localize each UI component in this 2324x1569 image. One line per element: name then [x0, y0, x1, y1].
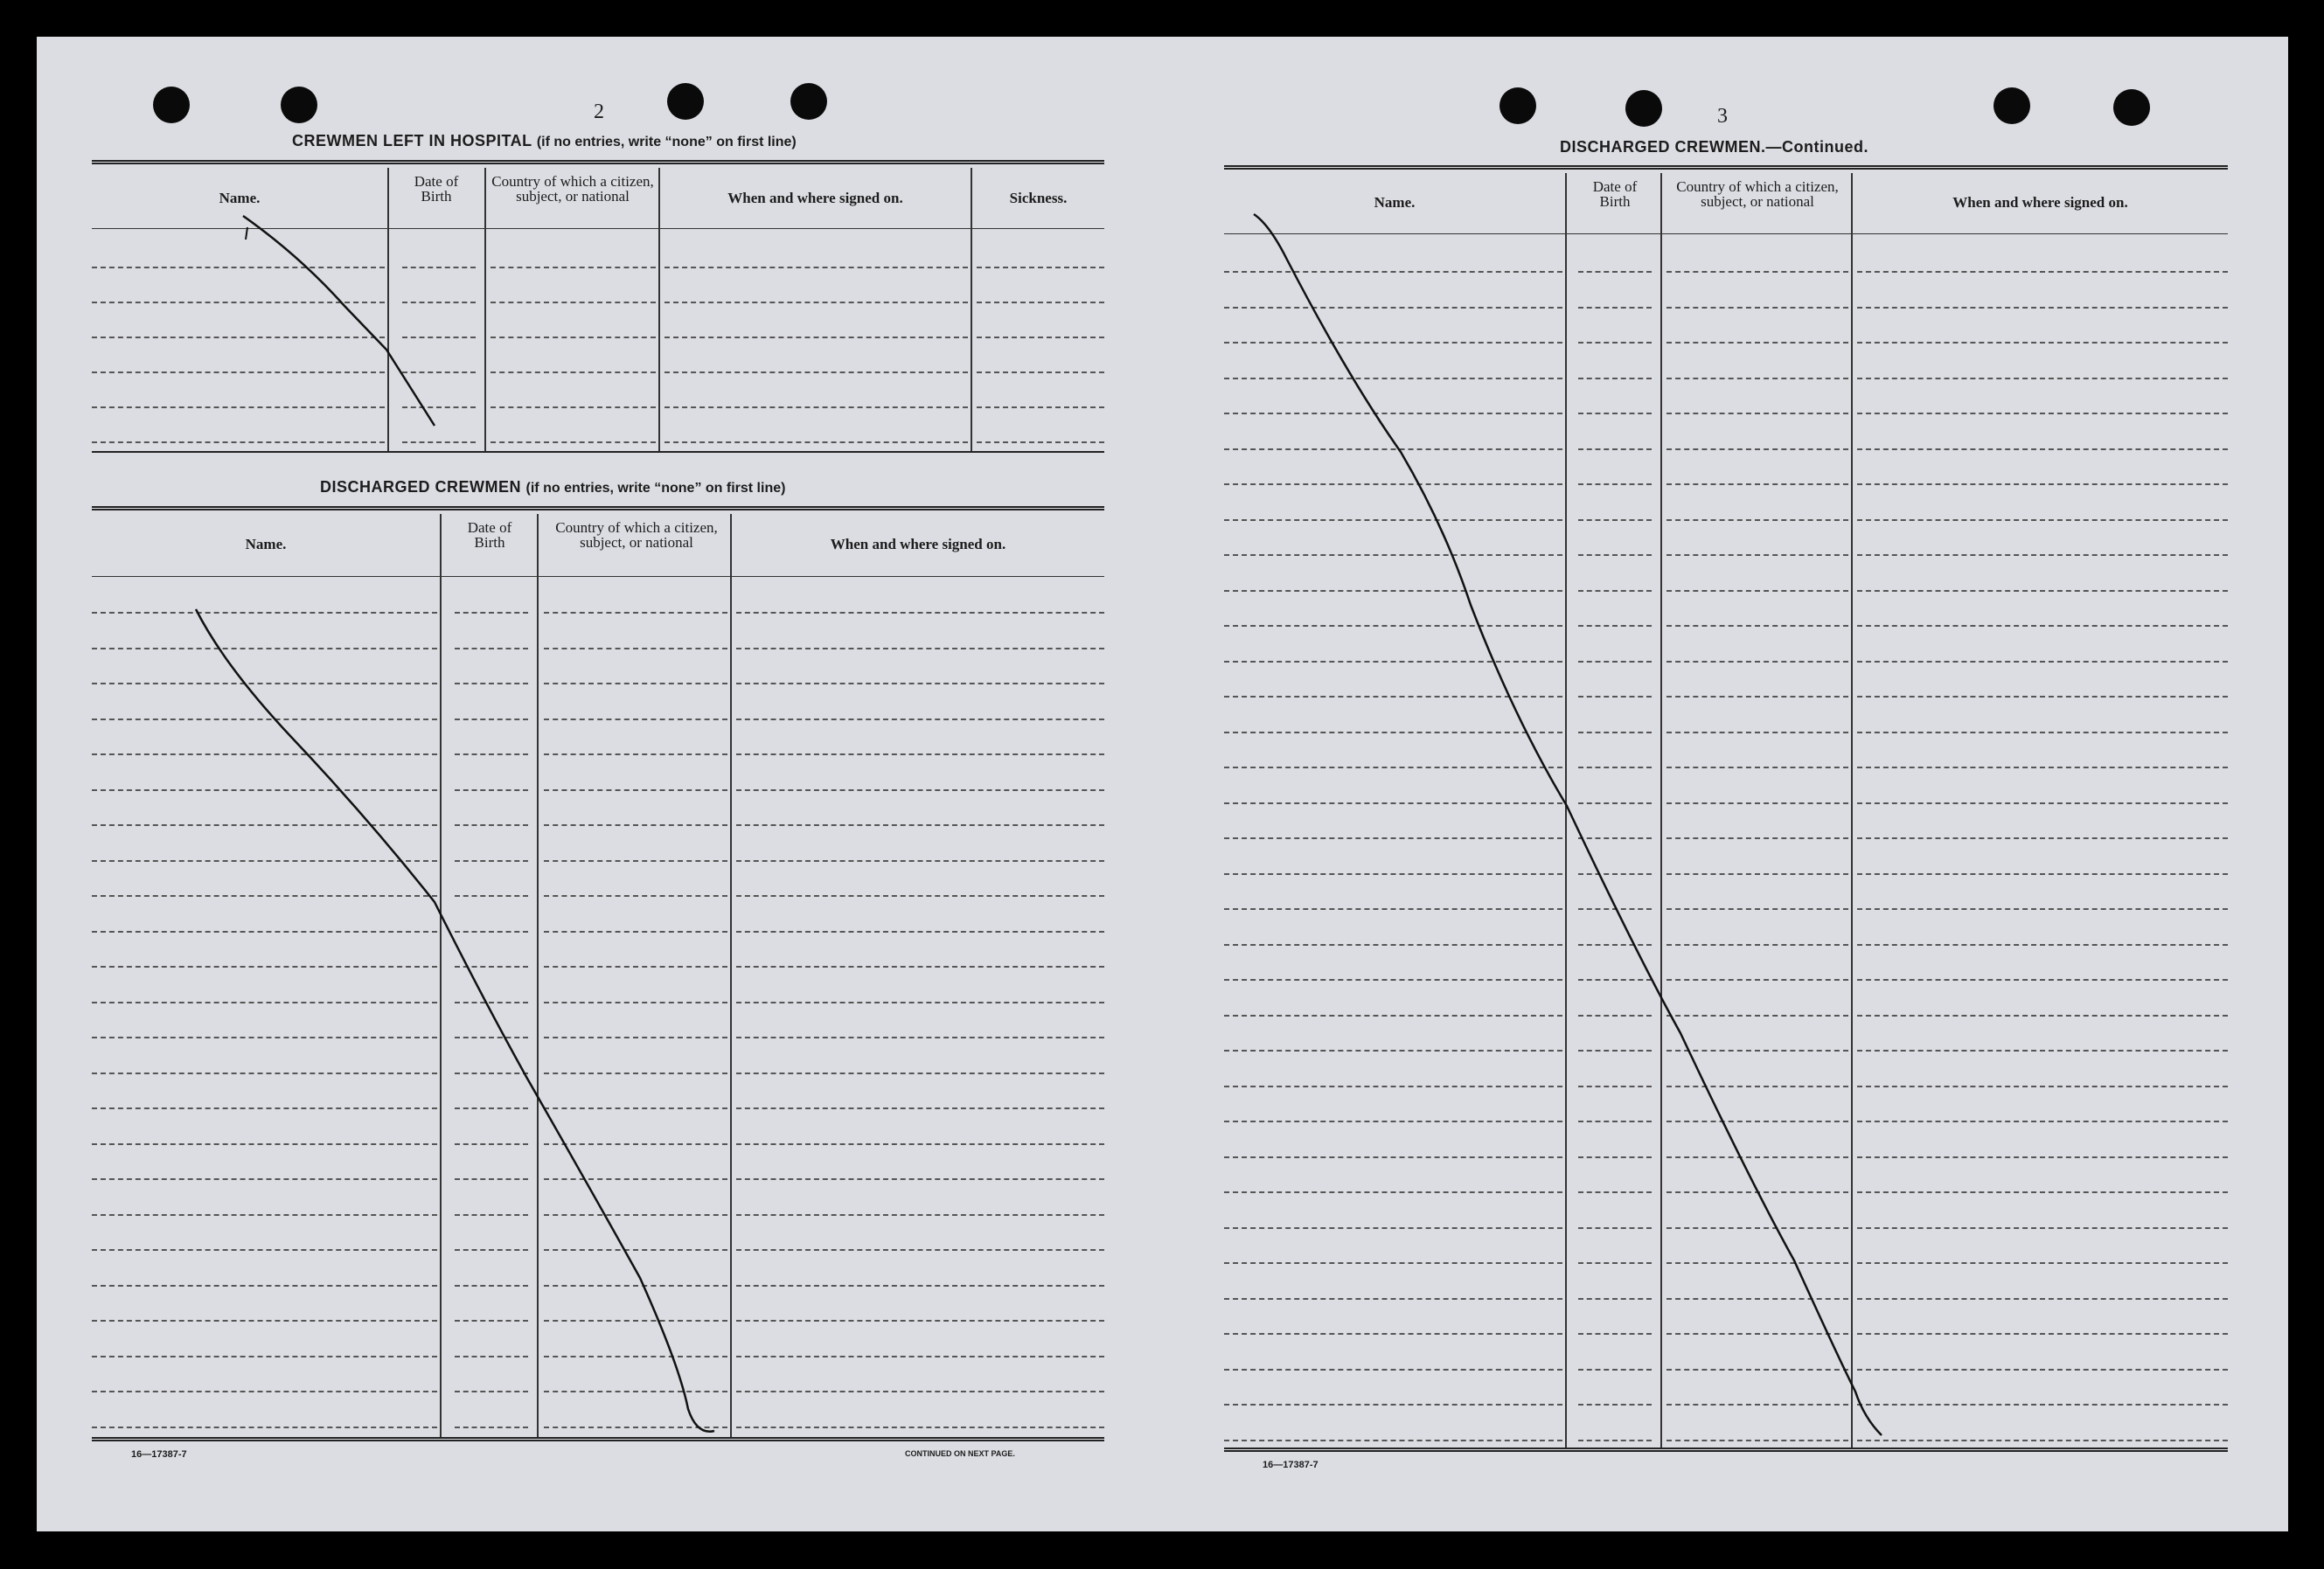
- continued-col-country: Country of which a citizen, subject, or national: [1676, 178, 1839, 210]
- page-number-left: 2: [594, 101, 604, 123]
- hospital-instruction: (if no entries, write “none” on first line): [536, 135, 797, 149]
- continued-col-signed-on: When and where signed on.: [1952, 194, 2128, 211]
- form-sheet: [37, 37, 2288, 1531]
- hospital-col-signed-on: When and where signed on.: [727, 190, 903, 206]
- hospital-cancel-stroke: [243, 216, 435, 426]
- hospital-col-country: Country of which a citizen, subject, or national: [491, 173, 654, 205]
- form-number-left: 16—17387-7: [131, 1449, 187, 1460]
- hospital-col-date-of-birth: Date of Birth: [414, 173, 459, 205]
- discharged-instruction: (if no entries, write “none” on first line): [525, 481, 786, 496]
- hospital-tick-mark: [246, 227, 247, 240]
- continued-col-date-of-birth: Date of Birth: [1592, 178, 1638, 210]
- pen-marks: [37, 37, 2288, 1531]
- continued-note: CONTINUED ON NEXT PAGE.: [905, 1449, 1015, 1458]
- discharged-col-country: Country of which a citizen, subject, or national: [555, 519, 718, 551]
- continued-col-name: Name.: [1374, 194, 1416, 211]
- hospital-col-name: Name.: [219, 190, 261, 206]
- discharged-title-text: DISCHARGED CREWMEN: [320, 478, 522, 496]
- discharged-col-name: Name.: [245, 536, 287, 552]
- discharged-col-date-of-birth: Date of Birth: [467, 519, 512, 551]
- hospital-title-text: CREWMEN LEFT IN HOSPITAL: [292, 132, 532, 149]
- page-number-right: 3: [1717, 105, 1728, 128]
- discharged-cancel-stroke: [196, 609, 714, 1432]
- form-number-right: 16—17387-7: [1263, 1460, 1319, 1470]
- discharged-continued-title: DISCHARGED CREWMEN.—Continued.: [1560, 138, 1868, 156]
- continued-cancel-stroke: [1254, 214, 1882, 1435]
- discharged-col-signed-on: When and where signed on.: [830, 536, 1006, 552]
- hospital-col-sickness: Sickness.: [1009, 190, 1068, 206]
